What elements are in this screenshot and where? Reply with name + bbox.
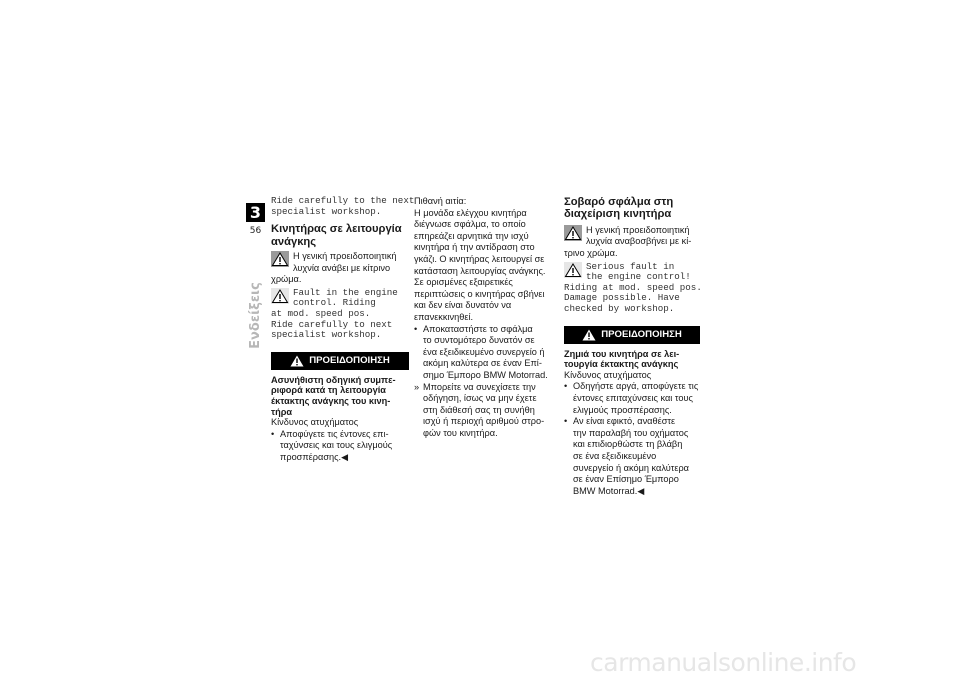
chapter-number: 3 bbox=[246, 203, 265, 222]
warning-title: Ασυνήθιστη οδηγική συμπε- ριφορά κατά τη λειτουργία έκτακτης ανάγκης του κινη- τήρα bbox=[271, 374, 396, 417]
warning-title: Ζημιά του κινητήρα σε λει- τουργία έκτακτης ανάγκης bbox=[564, 348, 680, 370]
section-tab-label: Ενδείξεις bbox=[247, 281, 263, 349]
warning-banner bbox=[564, 326, 700, 344]
result-item: » Μπορείτε να συνεχίσετε την οδήγηση, ίσως να μην έχετε στη διάθεσή σας τη συνήθη ισχύ ή περιοχή αριθμού στρο- φών του κινητήρα. bbox=[414, 382, 552, 440]
list-item: • Οδηγήστε αργά, αποφύγετε τις έντονες επιταχύνσεις και τους ελιγμούς προσπέρασης. bbox=[564, 381, 700, 416]
warning-banner-label: ΠΡΟΕΙΔΟΠΟΙΗΣΗ bbox=[601, 328, 682, 340]
warning-triangle-icon bbox=[271, 251, 289, 267]
display-message-2: at mod. speed pos. Ride carefully to next specialist workshop. bbox=[271, 307, 393, 341]
warning-banner-label: ΠΡΟΕΙΔΟΠΟΙΗΣΗ bbox=[309, 354, 390, 366]
warning-lamp-row bbox=[271, 251, 409, 274]
column-3 bbox=[564, 196, 700, 497]
warning-lamp-text: Η γενική προειδοποιητική λυχνία ανάβει με κίτρινο bbox=[293, 251, 397, 273]
instruction-list bbox=[271, 429, 409, 464]
instruction-list bbox=[564, 381, 700, 497]
cause-label: Πιθανή αιτία: bbox=[414, 196, 467, 206]
list-item: • Αποκαταστήστε το σφάλμα το συντομότερο δυνατόν σε ένα εξειδικευμένο συνεργείο ή ακόμη καλύτερα σε έναν Επί- σημο Έμπορο BMW Motorrad. bbox=[414, 324, 552, 382]
instruction-list bbox=[414, 324, 552, 440]
risk-text: Κίνδυνος ατυχήματος bbox=[564, 369, 652, 380]
warning-lamp-text-cont: τρινο χρώμα. bbox=[564, 248, 618, 258]
section-heading-emergency-mode: Κινητήρας σε λειτουργία ανάγκης bbox=[271, 223, 402, 248]
display-message-row bbox=[271, 288, 409, 309]
section-tab bbox=[245, 281, 265, 349]
list-item: • Αν είναι εφικτό, αναθέστε την παραλαβή του οχήματος και επιδιορθώστε τη βλάβη σε ένα εξειδικευμένο συνεργείο ή ακόμη καλύτερα σε έναν Επίσημο Έμπορο BMW Motorrad.◀ bbox=[564, 416, 700, 497]
warning-triangle-icon bbox=[582, 329, 596, 341]
section-heading-serious-fault: Σοβαρό σφάλμα στη διαχείριση κινητήρα bbox=[564, 196, 674, 221]
display-message-row bbox=[564, 262, 700, 283]
watermark: carmanualsonline.info bbox=[590, 648, 857, 677]
display-message-2: Riding at mod. speed pos. Damage possible. Have checked by workshop. bbox=[564, 281, 702, 314]
risk-text: Κίνδυνος ατυχήματος bbox=[271, 417, 359, 428]
cause-text: Η μονάδα ελέγχου κινητήρα διέγνωσε σφάλμα, το οποίο επηρεάζει αρνητικά την ισχύ κινητήρα ή την αντίδραση στο γκάζι. Ο κινητήρας λειτουργεί σε κατάσταση λειτουργίας ανάγκης. Σε ορισμένες εξαιρετικές περιπτώσεις ο κινητήρας σβήνει και δεν είναι δυνατόν να επανεκκινηθεί. bbox=[414, 207, 546, 322]
column-2 bbox=[414, 196, 552, 439]
warning-lamp-text: Η γενική προειδοποιητική λυχνία αναβοσβήνει με κί- bbox=[586, 224, 692, 247]
display-message-1: Fault in the engine control. Riding bbox=[293, 286, 398, 309]
warning-triangle-icon bbox=[564, 225, 582, 241]
warning-triangle-icon bbox=[271, 288, 289, 304]
display-message-1: Serious fault in the engine control! bbox=[586, 260, 691, 283]
warning-triangle-icon bbox=[564, 262, 582, 278]
warning-banner bbox=[271, 352, 409, 370]
column-1 bbox=[271, 195, 415, 464]
list-item: • Αποφύγετε τις έντονες επι- ταχύνσεις και τους ελιγμούς προσπέρασης.◀ bbox=[271, 429, 409, 464]
warning-lamp-text-cont: χρώμα. bbox=[271, 274, 302, 285]
warning-triangle-icon bbox=[290, 355, 304, 367]
page-number: 56 bbox=[249, 226, 262, 236]
warning-lamp-row bbox=[564, 225, 700, 248]
display-message-intro: Ride carefully to the next specialist workshop. bbox=[271, 195, 415, 217]
